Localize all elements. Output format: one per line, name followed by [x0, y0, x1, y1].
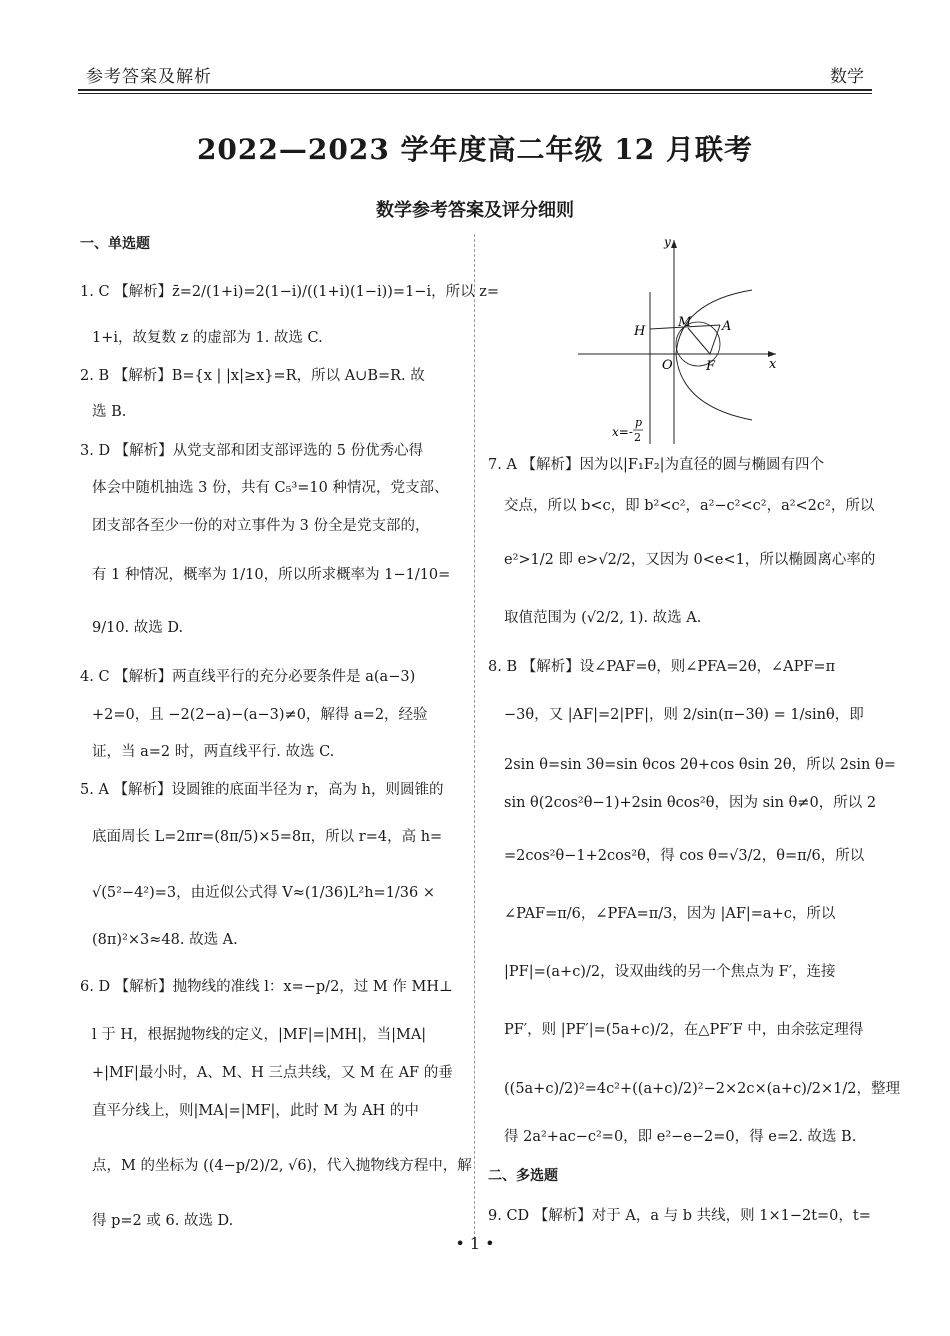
header-right: 数学 [830, 67, 864, 87]
right-line: 8. B 【解析】设∠PAF=θ，则∠PFA=2θ，∠APF=π [488, 659, 836, 675]
left-line: 直平分线上，则|MA|=|MF|，此时 M 为 AH 的中 [92, 1103, 419, 1119]
label-O: O [662, 358, 673, 373]
label-A: A [722, 319, 732, 334]
label-directrix: x=- [612, 425, 633, 439]
right-line: PF′，则 |PF′|=(5a+c)/2，在△PF′F 中，由余弦定理得 [504, 1022, 864, 1038]
parabola-figure [572, 232, 792, 444]
segment-AF [710, 325, 720, 354]
left-line: 有 1 种情况，概率为 1/10，所以所求概率为 1−1/10= [92, 567, 451, 583]
page-number: • 1 • [455, 1234, 495, 1253]
section-single-choice: 一、单选题 [80, 236, 150, 252]
parabola-curve [676, 290, 752, 420]
segment-MF [688, 328, 710, 354]
left-line: 1. C 【解析】z̄=2/(1+i)=2(1−i)/((1+i)(1−i))=1−i，所以 z= [80, 284, 499, 300]
right-line: |PF|=(a+c)/2，设双曲线的另一个焦点为 F′，连接 [504, 964, 836, 980]
left-line: 5. A 【解析】设圆锥的底面半径为 r，高为 h，则圆锥的 [80, 782, 444, 798]
right-line: =2cos²θ−1+2cos²θ，得 cos θ=√3/2，θ=π/6，所以 [504, 848, 865, 864]
header-left: 参考答案及解析 [86, 67, 212, 87]
label-F: F [706, 359, 716, 374]
left-line: 3. D 【解析】从党支部和团支部评选的 5 份优秀心得 [80, 443, 424, 459]
right-line: ((5a+c)/2)²=4c²+((a+c)/2)²−2×2c×(a+c)/2×1/2，整理 [504, 1081, 900, 1097]
right-line: 得 2a²+ac−c²=0，即 e²−e−2=0，得 e=2. 故选 B. [504, 1129, 857, 1145]
left-line: 点，M 的坐标为 ((4−p/2)/2, √6)，代入抛物线方程中，解 [92, 1158, 472, 1174]
right-line: e²>1/2 即 e>√2/2，又因为 0<e<1，所以椭圆离心率的 [504, 552, 876, 568]
left-line: 4. C 【解析】两直线平行的充分必要条件是 a(a−3) [80, 669, 416, 685]
left-line: +2=0，且 −2(2−a)−(a−3)≠0，解得 a=2，经验 [92, 707, 428, 723]
label-x: x [769, 357, 777, 372]
left-line: 团支部各至少一份的对立事件为 3 份全是党支部的， [92, 518, 430, 534]
right-line: −3θ，又 |AF|=2|PF|，则 2/sin(π−3θ) = 1/sinθ，即 [504, 707, 864, 723]
left-line: 体会中随机抽选 3 份，共有 C₅³=10 种情况，党支部、 [92, 480, 449, 496]
left-line: 1+i，故复数 z 的虚部为 1. 故选 C. [92, 330, 323, 346]
header-rule [78, 89, 872, 91]
y-axis-arrow [671, 240, 677, 248]
left-line: 选 B. [92, 404, 127, 420]
column-divider [474, 234, 475, 1244]
right-line: 7. A 【解析】因为以|F₁F₂|为直径的圆与椭圆有四个 [488, 457, 825, 473]
right-line: 2sin θ=sin 3θ=sin θcos 2θ+cos θsin 2θ，所以 2sin θ= [504, 757, 896, 773]
page-header [82, 58, 870, 88]
header-rule-thin [78, 93, 872, 94]
right-line: 取值范围为 (√2/2, 1). 故选 A. [504, 610, 702, 626]
right-line: 9. CD 【解析】对于 A，a 与 b 共线，则 1×1−2t=0，t= [488, 1208, 871, 1224]
right-line: sin θ(2cos²θ−1)+2sin θcos²θ，因为 sin θ≠0，所以 2 [504, 795, 877, 811]
left-line: √(5²−4²)=3，由近似公式得 V≈(1/36)L²h=1/36 × [92, 885, 436, 901]
left-line: +|MF|最小时，A、M、H 三点共线，又 M 在 AF 的垂 [92, 1065, 453, 1081]
left-line: (8π)²×3≈48. 故选 A. [92, 932, 238, 948]
left-line: 9/10. 故选 D. [92, 620, 184, 636]
label-H: H [634, 324, 646, 339]
left-line: 2. B 【解析】B={x | |x|≥x}=R，所以 A∪B=R. 故 [80, 368, 425, 384]
left-line: 证，当 a=2 时，两直线平行. 故选 C. [92, 744, 335, 760]
label-p: p [635, 416, 643, 429]
page-subtitle: 数学参考答案及评分细则 [376, 200, 574, 221]
left-line: 底面周长 L=2πr=(8π/5)×5=8π，所以 r=4，高 h= [92, 829, 443, 845]
section-multi-choice: 二、多选题 [488, 1168, 558, 1184]
label-y: y [664, 235, 671, 249]
label-M: M [678, 315, 692, 330]
left-line: 6. D 【解析】抛物线的准线 l：x=−p/2，过 M 作 MH⊥ [80, 979, 453, 995]
right-line: ∠PAF=π/6，∠PFA=π/3，因为 |AF|=a+c，所以 [504, 906, 836, 922]
page-title: 2022—2023 学年度高二年级 12 月联考 [196, 133, 754, 166]
left-line: 得 p=2 或 6. 故选 D. [92, 1213, 234, 1229]
right-line: 交点，所以 b<c，即 b²<c²，a²−c²<c²，a²<2c²，所以 [504, 498, 875, 514]
label-two: 2 [634, 431, 641, 444]
left-line: l 于 H，根据抛物线的定义，|MF|=|MH|，当|MA| [92, 1027, 427, 1043]
